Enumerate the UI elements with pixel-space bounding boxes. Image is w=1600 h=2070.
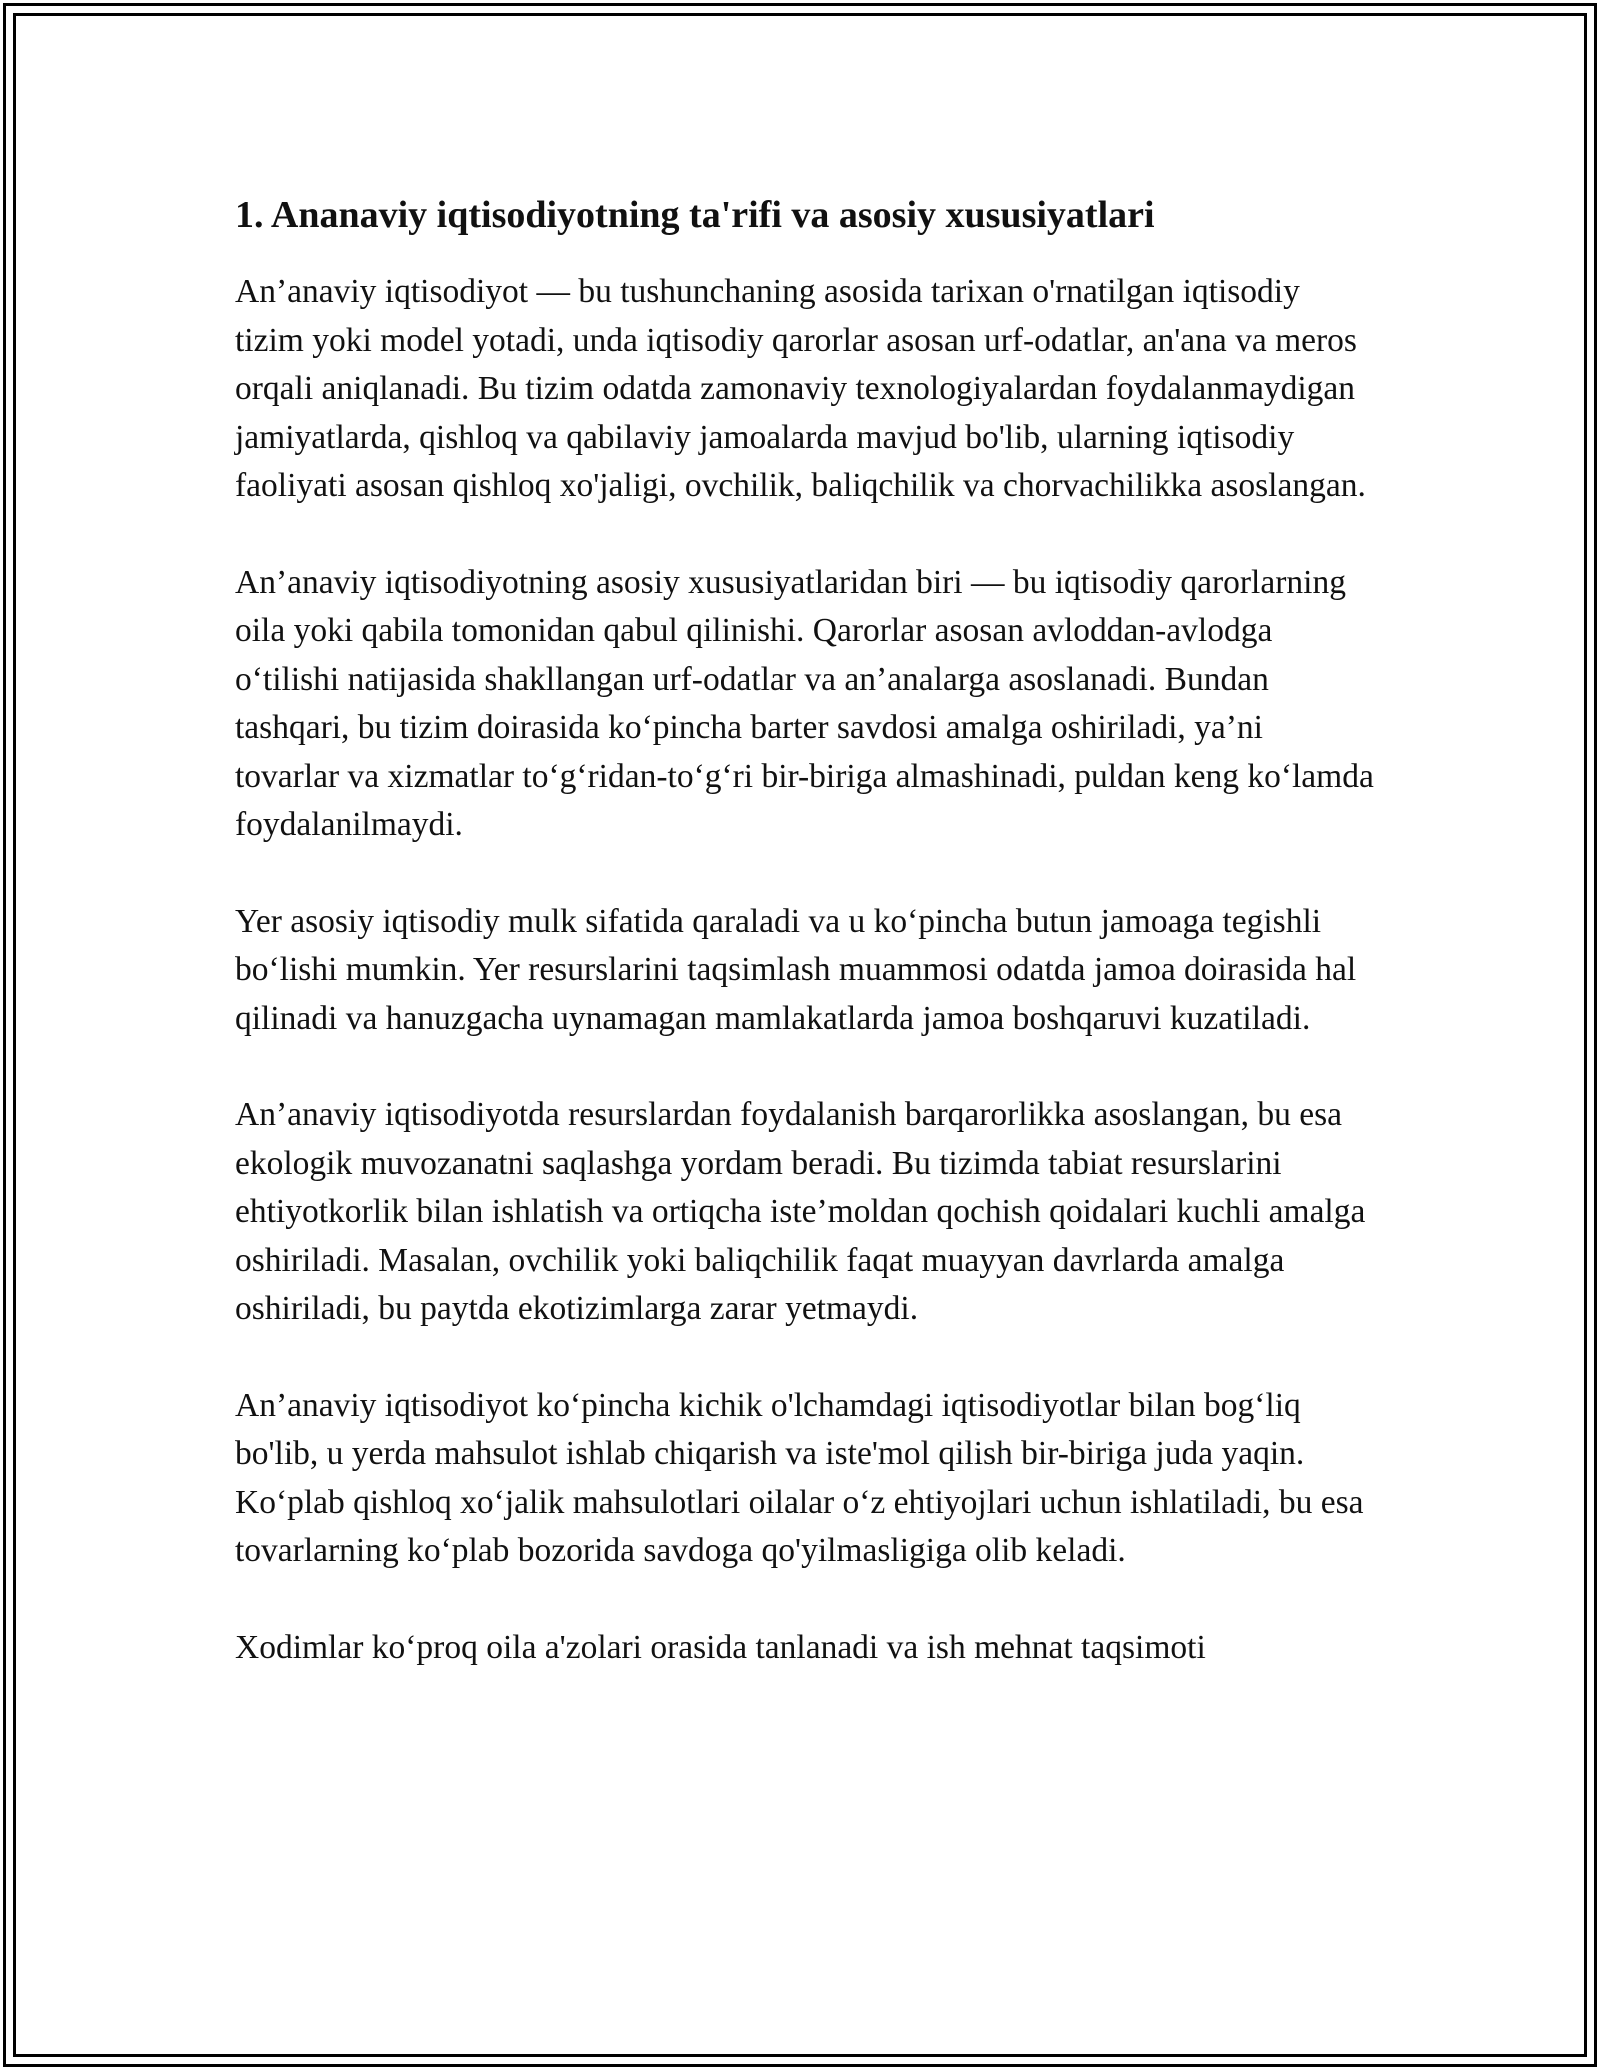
paragraph-decision-making: An’anaviy iqtisodiyotning asosiy xususiyatlaridan biri — bu iqtisodiy qarorlarning oila yoki qabila tomonidan qabul qilinishi. Qarorlar asosan avloddan-avlodga o‘tilishi natijasida shakllangan urf-odatlar va an’analarga asoslanadi. Bundan tashqari, bu tizim doirasida ko‘pincha barter savdosi amalga oshiriladi, ya’ni tovarlar va xizmatlar to‘g‘ridan-to‘g‘ri bir-biriga almashinadi, puldan keng ko‘lamda foydalanilmaydi.	[235, 563, 1374, 843]
paragraph-workforce: Xodimlar ko‘proq oila a'zolari orasida tanlanadi va ish mehnat taqsimoti	[235, 1628, 1206, 1666]
document-body	[235, 184, 1375, 1720]
section-heading: 1. Ananaviy iqtisodiyotning ta'rifi va asosiy xususiyatlari	[235, 194, 1155, 236]
paragraph-small-scale: An’anaviy iqtisodiyot ko‘pincha kichik o'lchamdagi iqtisodiyotlar bilan bog‘liq bo'lib, u yerda mahsulot ishlab chiqarish va iste'mol qilish bir-biriga juda yaqin. Ko‘plab qishloq xo‘jalik mahsulotlari oilalar o‘z ehtiyojlari uchun ishlatiladi, bu esa tovarlarning ko‘plab bozorida savdoga qo'yilmasligiga olib keladi.	[235, 1386, 1364, 1569]
paragraph-definition: An’anaviy iqtisodiyot — bu tushunchaning asosida tarixan o'rnatilgan iqtisodiy tizim yoki model yotadi, unda iqtisodiy qarorlar asosan urf-odatlar, an'ana va meros orqali aniqlanadi. Bu tizim odatda zamonaviy texnologiyalardan foydalanmaydigan jamiyatlarda, qishloq va qabilaviy jamoalarda mavjud bo'lib, ularning iqtisodiy faoliyati asosan qishloq xo'jaligi, ovchilik, baliqchilik va chorvachilikka asoslangan.	[235, 273, 1366, 504]
paragraph-sustainability: An’anaviy iqtisodiyotda resurslardan foydalanish barqarorlikka asoslangan, bu esa ekologik muvozanatni saqlashga yordam beradi. Bu tizimda tabiat resurslarini ehtiyotkorlik bilan ishlatish va ortiqcha iste’moldan qochish qoidalari kuchli amalga oshiriladi. Masalan, ovchilik yoki baliqchilik faqat muayyan davrlarda amalga oshiriladi, bu paytda ekotizimlarga zarar yetmaydi.	[235, 1096, 1366, 1327]
paragraph-land-ownership: Yer asosiy iqtisodiy mulk sifatida qaraladi va u ko‘pincha butun jamoaga tegishli bo‘lishi mumkin. Yer resurslarini taqsimlash muammosi odatda jamoa doirasida hal qilinadi va hanuzgacha uynamagan mamlakatlarda jamoa boshqaruvi kuzatiladi.	[235, 902, 1357, 1037]
